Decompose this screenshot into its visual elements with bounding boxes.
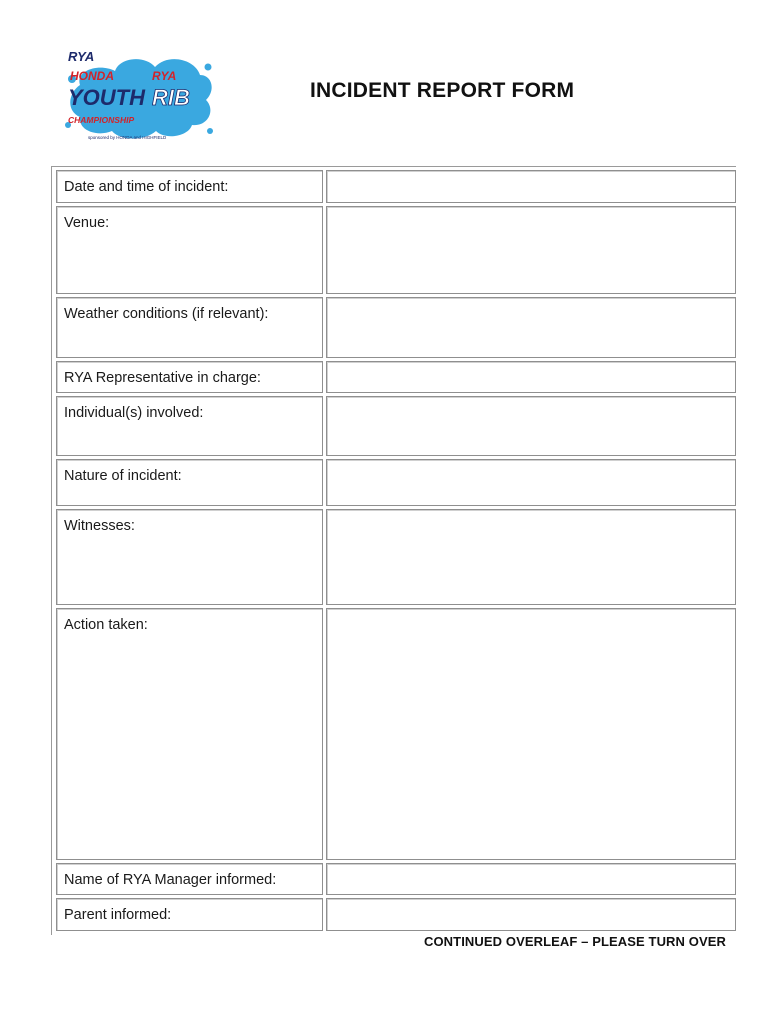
label-nature-of-incident: Nature of incident: xyxy=(56,459,323,506)
label-venue: Venue: xyxy=(56,206,323,294)
field-rya-manager[interactable] xyxy=(326,863,736,895)
logo-brand-text: RYA xyxy=(68,49,95,64)
field-action-taken[interactable] xyxy=(326,608,736,860)
label-action-taken: Action taken: xyxy=(56,608,323,860)
field-rya-representative[interactable] xyxy=(326,361,736,393)
field-venue[interactable] xyxy=(326,206,736,294)
page-title: INCIDENT REPORT FORM xyxy=(310,79,575,102)
label-rya-representative: RYA Representative in charge: xyxy=(56,361,323,393)
incident-form xyxy=(51,166,736,935)
logo-line3-text: CHAMPIONSHIP xyxy=(68,115,135,125)
label-individuals: Individual(s) involved: xyxy=(56,396,323,456)
label-date-time: Date and time of incident: xyxy=(56,170,323,203)
splash-logo-graphic xyxy=(60,45,215,145)
logo-sponsor-text: HONDA xyxy=(70,69,114,83)
logo-line2-text: RIB xyxy=(152,85,190,110)
field-individuals[interactable] xyxy=(326,396,736,456)
logo-credit-text: sponsored by HONDA and HIGHFIELD xyxy=(88,135,167,140)
label-parent-informed: Parent informed: xyxy=(56,898,323,931)
field-witnesses[interactable] xyxy=(326,509,736,605)
field-date-time[interactable] xyxy=(326,170,736,203)
label-rya-manager: Name of RYA Manager informed: xyxy=(56,863,323,895)
field-nature-of-incident[interactable] xyxy=(326,459,736,506)
field-weather[interactable] xyxy=(326,297,736,358)
continued-overleaf-note: CONTINUED OVERLEAF – PLEASE TURN OVER xyxy=(423,934,726,949)
label-weather: Weather conditions (if relevant): xyxy=(56,297,323,358)
logo-line1-text: YOUTH xyxy=(68,85,145,110)
field-parent-informed[interactable] xyxy=(326,898,736,931)
logo-brand2-text: RYA xyxy=(152,69,177,83)
championship-logo xyxy=(60,45,215,145)
label-witnesses: Witnesses: xyxy=(56,509,323,605)
